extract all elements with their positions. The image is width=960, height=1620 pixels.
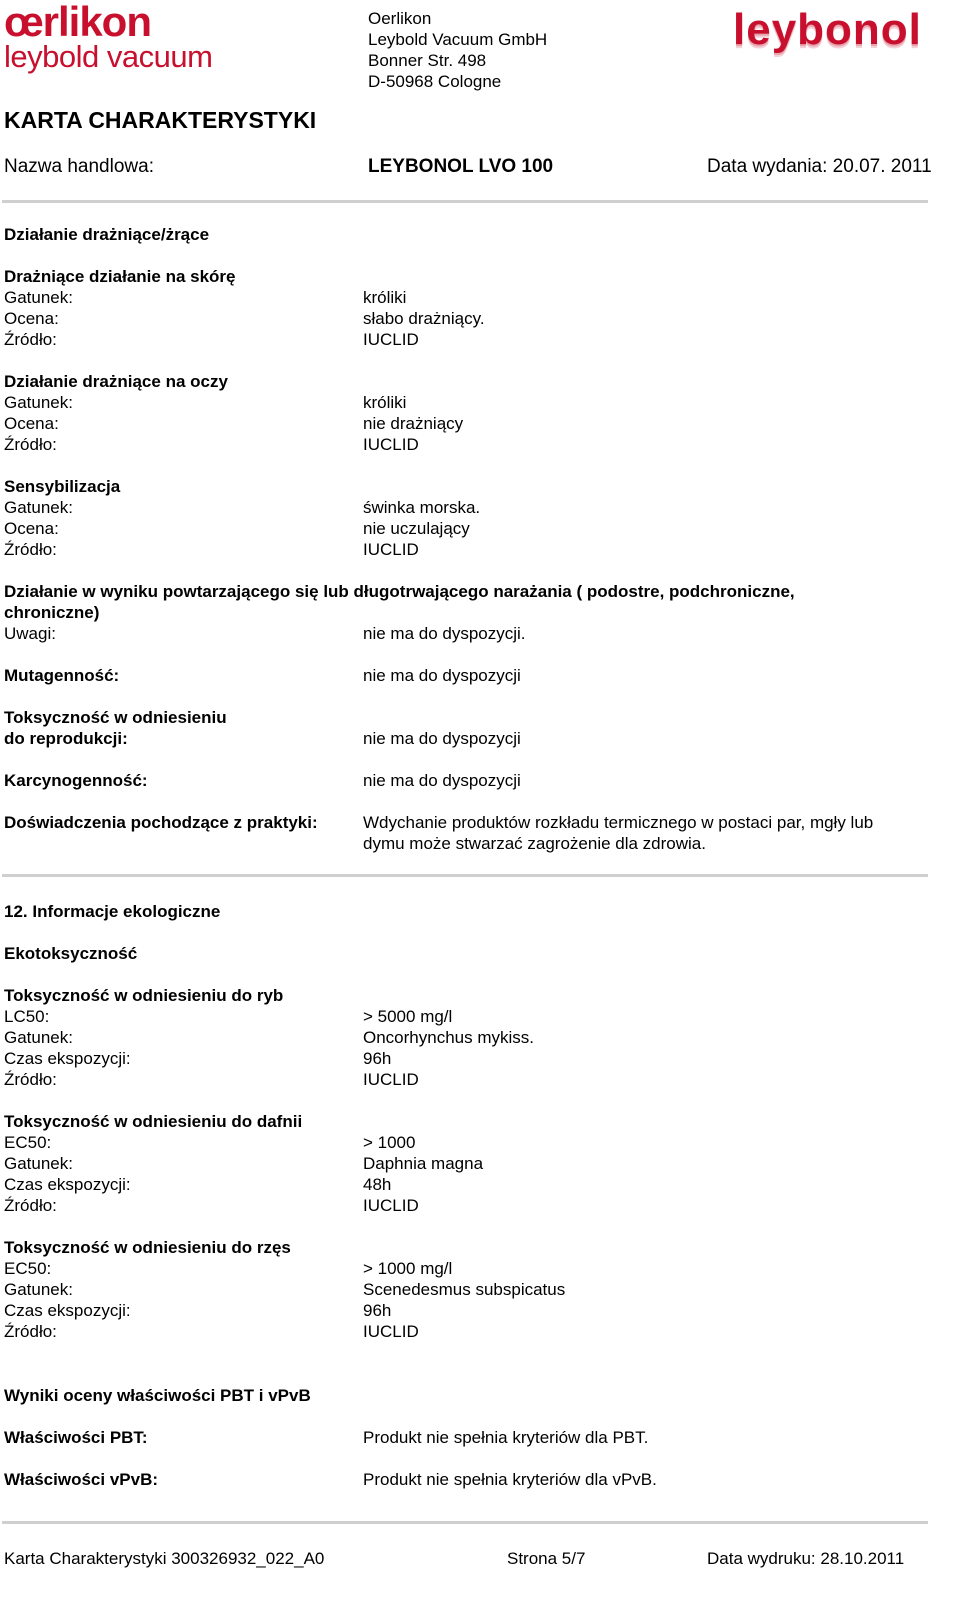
field-label: Czas ekspozycji:	[4, 1301, 131, 1320]
field-label: Źródło:	[4, 540, 57, 559]
company-address-line: Leybold Vacuum GmbH	[368, 30, 548, 49]
print-date: Data wydruku: 28.10.2011	[707, 1549, 905, 1568]
field-value: nie ma do dyspozycji	[363, 771, 521, 790]
field-label: Ocena:	[4, 309, 59, 328]
company-address-line: D-50968 Cologne	[368, 72, 502, 91]
company-address-line: Oerlikon	[368, 9, 432, 28]
footer-divider	[2, 1521, 928, 1524]
field-label: Źródło:	[4, 435, 57, 454]
field-label: Doświadczenia pochodzące z praktyki:	[4, 813, 318, 832]
subsection-title: Sensybilizacja	[4, 477, 121, 496]
field-label: Uwagi:	[4, 624, 56, 643]
subsection-title: Ekotoksyczność	[4, 944, 138, 963]
section-heading: Działanie w wyniku powtarzającego się lub długotrwającego narażania ( podostre, podchroniczne,	[4, 582, 795, 601]
field-value: IUCLID	[363, 1070, 419, 1089]
field-label: Gatunek:	[4, 288, 73, 307]
field-value: IUCLID	[363, 1322, 419, 1341]
section-heading: chroniczne)	[4, 603, 100, 622]
field-value: > 5000 mg/l	[363, 1007, 453, 1026]
field-label: Źródło:	[4, 330, 57, 349]
field-label: do reprodukcji:	[4, 729, 128, 748]
field-value: > 1000	[363, 1133, 416, 1152]
field-label: EC50:	[4, 1259, 52, 1278]
trade-name-label: Nazwa handlowa:	[4, 156, 154, 177]
field-value: 48h	[363, 1175, 392, 1194]
document-title: KARTA CHARAKTERYSTYKI	[4, 107, 317, 133]
field-value: słabo drażniący.	[363, 309, 485, 328]
field-value: IUCLID	[363, 540, 419, 559]
section-heading: Działanie drażniące/żrące	[4, 225, 210, 244]
field-value: nie uczulający	[363, 519, 470, 538]
field-label: Gatunek:	[4, 1028, 73, 1047]
field-label: Toksyczność w odniesieniu	[4, 708, 227, 727]
document-reference: Karta Charakterystyki 300326932_022_A0	[4, 1549, 325, 1568]
company-address-line: Bonner Str. 498	[368, 51, 487, 70]
subsection-title: Toksyczność w odniesieniu do rzęs	[4, 1238, 291, 1257]
field-value: nie drażniący	[363, 414, 464, 433]
field-label: Źródło:	[4, 1322, 57, 1341]
field-value: Produkt nie spełnia kryteriów dla PBT.	[363, 1428, 649, 1447]
field-label: Właściwości PBT:	[4, 1428, 148, 1447]
subsection-title: Toksyczność w odniesieniu do dafnii	[4, 1112, 303, 1131]
subsection-title: Wyniki oceny właściwości PBT i vPvB	[4, 1386, 311, 1405]
field-label: LC50:	[4, 1007, 50, 1026]
field-label: Mutagenność:	[4, 666, 120, 685]
field-value: IUCLID	[363, 435, 419, 454]
page-number: Strona 5/7	[507, 1549, 586, 1568]
leybonol-logo: leybonol	[733, 5, 922, 54]
trade-name: LEYBONOL LVO 100	[368, 156, 554, 177]
field-label: Właściwości vPvB:	[4, 1470, 159, 1489]
subsection-title: Działanie drażniące na oczy	[4, 372, 228, 391]
field-value: nie ma do dyspozycji	[363, 666, 521, 685]
field-label: Karcynogenność:	[4, 771, 148, 790]
section-heading: 12. Informacje ekologiczne	[4, 902, 221, 921]
section-divider	[2, 874, 928, 877]
oerlikon-logo: œrlikon	[4, 0, 151, 45]
field-label: Gatunek:	[4, 1280, 73, 1299]
field-value: IUCLID	[363, 1196, 419, 1215]
field-label: Gatunek:	[4, 1154, 73, 1173]
field-label: Gatunek:	[4, 498, 73, 517]
field-label: Ocena:	[4, 414, 59, 433]
field-label: EC50:	[4, 1133, 52, 1152]
field-value: Produkt nie spełnia kryteriów dla vPvB.	[363, 1470, 657, 1489]
field-value: Wdychanie produktów rozkładu termicznego w postaci par, mgły lub	[363, 813, 874, 832]
field-value: Daphnia magna	[363, 1154, 484, 1173]
field-value: dymu może stwarzać zagrożenie dla zdrowia.	[363, 834, 706, 853]
field-value: króliki	[363, 393, 407, 412]
issue-date: Data wydania: 20.07. 2011	[707, 156, 932, 177]
field-value: nie ma do dyspozycji	[363, 729, 521, 748]
subsection-title: Drażniące działanie na skórę	[4, 267, 236, 286]
field-value: 96h	[363, 1049, 392, 1068]
header-divider	[2, 200, 928, 203]
field-label: Źródło:	[4, 1070, 57, 1089]
field-label: Czas ekspozycji:	[4, 1049, 131, 1068]
field-label: Czas ekspozycji:	[4, 1175, 131, 1194]
leybold-vacuum-logo: leybold vacuum	[4, 39, 213, 74]
field-value: Scenedesmus subspicatus	[363, 1280, 566, 1299]
field-label: Gatunek:	[4, 393, 73, 412]
field-value: > 1000 mg/l	[363, 1259, 453, 1278]
field-value: IUCLID	[363, 330, 419, 349]
field-label: Ocena:	[4, 519, 59, 538]
field-value: świnka morska.	[363, 498, 481, 517]
field-label: Źródło:	[4, 1196, 57, 1215]
subsection-title: Toksyczność w odniesieniu do ryb	[4, 986, 284, 1005]
field-value: Oncorhynchus mykiss.	[363, 1028, 534, 1047]
field-value: 96h	[363, 1301, 392, 1320]
field-value: nie ma do dyspozycji.	[363, 624, 526, 643]
field-value: króliki	[363, 288, 407, 307]
